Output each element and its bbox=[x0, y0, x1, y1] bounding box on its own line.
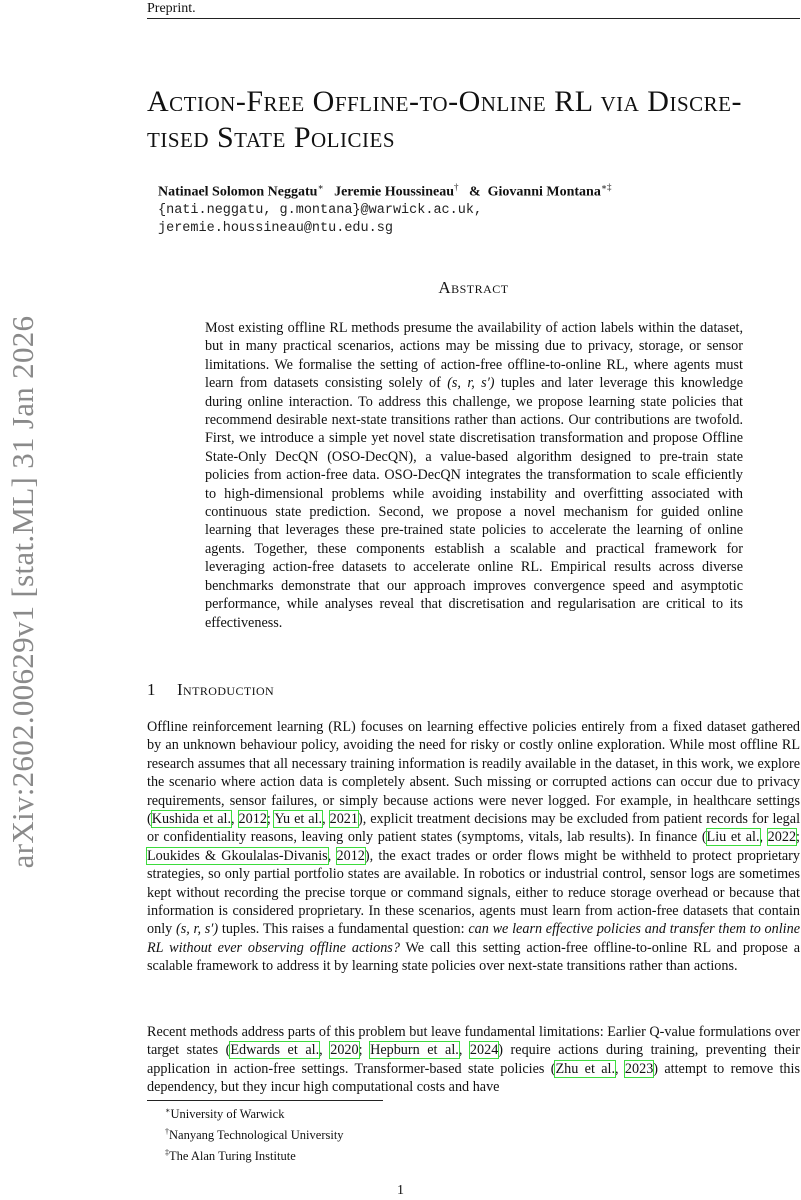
citation-year-link[interactable]: 2024 bbox=[469, 1042, 499, 1059]
citation-link[interactable]: Hepburn et al. bbox=[370, 1042, 459, 1059]
page-number: 1 bbox=[397, 1183, 404, 1198]
footnote-text: University of Warwick bbox=[170, 1107, 285, 1122]
section-heading-introduction bbox=[147, 680, 800, 700]
citation-year-link[interactable]: 2023 bbox=[624, 1060, 654, 1077]
author-names bbox=[158, 178, 798, 202]
paragraph-text: ), the exact trades or order flows might be withheld to protect proprietary strategies, so only partial portfolio states are available. In robotics or industrial control, sensor logs are sometimes kept without recording the precise torque or command signals, either to reduce storage overhead or because that information is considered proprietary. In these scenarios, agents must learn from action-free datasets that contain only bbox=[147, 847, 800, 938]
title-line-2: tised State Policies bbox=[147, 121, 395, 154]
footnote-item bbox=[165, 1123, 765, 1144]
section-title: Introduction bbox=[177, 680, 275, 699]
citation-year-link[interactable]: 2022 bbox=[767, 829, 797, 846]
title-line-1: Action-Free Offline-to-Online RL via Discre- bbox=[147, 85, 742, 118]
paragraph-text: We call this setting action-free offline-to-online RL and propose a scalable framework to address it by learning state policies over next-state transitions rather than actions. bbox=[147, 939, 800, 975]
author-separator: & bbox=[468, 184, 481, 200]
abstract-text-part: tuples and later leverage this knowledge during online interaction. To address this challenge, we propose learning state policies that recommend desirable next-state transitions rather than actions. Our contributions are twofold. First, we introduce a simple yet novel state discretisation transformation and propose Offline State-Only DecQN (OSO-DecQN), a value-based algorithm designed to pre-train state policies from action-free data. OSO-DecQN integrates the transformation to scale efficiently to high-dimensional problems while avoiding instability and overfitting associated with continuous state prediction. Second, we propose a novel mechanism for guided online learning that leverages these pre-trained state policies to accelerate the learning of online agents. Together, these components establish a scalable and practical framework for leveraging action-free datasets to accelerate online RL. Empirical results across diverse benchmarks demonstrate that our approach improves convergence speed and asymptotic performance, while analyses reveal that discretisation and regularisation are critical to its effectiveness. bbox=[205, 375, 743, 631]
citation-link[interactable]: Yu et al. bbox=[274, 811, 323, 828]
footnote-text: Nanyang Technological University bbox=[169, 1128, 344, 1143]
section-number: 1 bbox=[147, 680, 156, 699]
paragraph-text: ) attempt to remove this dependency, but they incur high computational costs and have bbox=[147, 1060, 800, 1096]
math-tuple: (s, r, s′) bbox=[175, 921, 219, 938]
author-affiliation-mark[interactable]: ∗ bbox=[317, 182, 324, 192]
citation-year-link[interactable]: 2021 bbox=[329, 811, 358, 828]
author-name: Giovanni Montana bbox=[487, 184, 601, 200]
citation-year-link[interactable]: 2020 bbox=[330, 1042, 359, 1059]
footnote-text: The Alan Turing Institute bbox=[169, 1149, 296, 1164]
research-question: can we learn effective policies and transfer them to online RL without ever observing offline actions? bbox=[147, 921, 801, 956]
author-block bbox=[158, 178, 798, 238]
math-tuple: (s, r, s′) bbox=[447, 375, 495, 392]
author-emails bbox=[158, 202, 798, 238]
author-name: Jeremie Houssineau bbox=[334, 184, 454, 200]
email-line: jeremie.houssineau@ntu.edu.sg bbox=[158, 220, 393, 236]
paragraph-text: ), explicit treatment decisions may be excluded from patient records for legal or confidentiality reasons, leaving only patient states (symptoms, vitals, lab results). In finance ( bbox=[147, 811, 801, 846]
paragraph-text: Recent methods address parts of this problem but leave fundamental limitations: Earlier Q-value formulations over target states ( bbox=[147, 1024, 800, 1059]
citation-link[interactable]: Liu et al. bbox=[706, 829, 760, 846]
footnote-mark: ∗ bbox=[165, 1106, 171, 1115]
citation-link[interactable]: Loukides & Gkoulalas-Divanis bbox=[147, 847, 328, 864]
paper-title bbox=[147, 84, 797, 156]
author-affiliation-mark[interactable]: ∗‡ bbox=[600, 182, 612, 192]
abstract-text-part: Most existing offline RL methods presume the availability of action labels within the dataset, but in many practical scenarios, actions may be missing due to privacy, storage, or sensor limitations. We formalise the setting of action-free offline-to-online RL, where agents must learn from datasets consisting solely of bbox=[205, 320, 743, 392]
arxiv-identifier-stamp[interactable]: arXiv:2602.00629v1 [stat.ML] 31 Jan 2026 bbox=[5, 315, 40, 869]
footnote-divider bbox=[147, 1100, 383, 1101]
paragraph-text: tuples. This raises a fundamental question: bbox=[218, 921, 469, 938]
abstract-text bbox=[205, 319, 743, 632]
email-line: {nati.neggatu, g.montana}@warwick.ac.uk, bbox=[158, 202, 483, 218]
citation-link[interactable]: Edwards et al. bbox=[230, 1042, 320, 1059]
footnote-item bbox=[165, 1144, 765, 1165]
citation-link[interactable]: Kushida et al. bbox=[151, 811, 232, 828]
citation-year-link[interactable]: 2012 bbox=[238, 811, 267, 828]
citation-year-link[interactable]: 2012 bbox=[336, 847, 365, 864]
intro-paragraph-2: Recent methods address parts of this problem but leave fundamental limitations: Earlier Q-value formulations over target states (Edwards et al., 2020; Hepburn et al., 2024) require actions during training, preventing their application in action-free settings. Transformer-based state policies (Zhu et al., 2023) attempt to remove this dependency, but they incur high computational costs and have bbox=[147, 1024, 800, 1096]
citation-link[interactable]: Zhu et al. bbox=[555, 1060, 616, 1077]
running-header: Preprint. bbox=[147, 0, 800, 19]
paragraph-text: ) require actions during training, preventing their application in action-free settings. Transformer-based state policies ( bbox=[147, 1042, 800, 1077]
footnote-mark: † bbox=[165, 1127, 169, 1137]
paragraph-text: Offline reinforcement learning (RL) focuses on learning effective policies entirely from a fixed dataset gathered by an unknown behaviour policy, avoiding the need for risky or costly online exploration. While most offline RL research assumes that all necessary training information is readily available in the dataset, in this work, we explore the scenario where action data is completely absent. Such missing or corrupted actions can occur due to privacy requirements, sensor failures, or simply because actions were never logged. For example, in healthcare settings ( bbox=[147, 719, 800, 828]
footnote-mark: ‡ bbox=[165, 1148, 169, 1158]
author-name: Natinael Solomon Neggatu bbox=[158, 184, 318, 200]
intro-paragraph-1: Offline reinforcement learning (RL) focuses on learning effective policies entirely from a fixed dataset gathered by an unknown behaviour policy, avoiding the need for risky or costly online exploration. While most offline RL research assumes that all necessary training information is readily available in the dataset, in this work, we explore the scenario where action data is completely absent. Such missing or corrupted actions can occur due to privacy requirements, sensor failures, or simply because actions were never logged. For example, in healthcare settings (Kushida et al., 2012; Yu et al., 2021), explicit treatment decisions may be excluded from patient records for legal or confidentiality reasons, leaving only patient states (symptoms, vitals, lab results). In finance (Liu et al., 2022; Loukides & Gkoulalas-Divanis, 2012), the exact trades or order flows might be withheld to protect proprietary strategies, so only partial portfolio states are available. In robotics or industrial control, sensor logs are sometimes kept without recording the precise torque or command signals, either to reduce storage overhead or because that information is considered proprietary. In these scenarios, agents must learn from action-free datasets that contain only (s, r, s′) tuples. This raises a fundamental question: can we learn effective policies and transfer them to online RL without ever observing offline actions? We call this setting action-free offline-to-online RL and propose a scalable framework to address it by learning state policies over next-state transitions rather than actions. bbox=[147, 719, 801, 975]
footnote-item bbox=[165, 1102, 765, 1123]
footnotes bbox=[165, 1102, 765, 1165]
abstract-heading: Abstract bbox=[438, 278, 509, 297]
author-affiliation-mark[interactable]: † bbox=[453, 182, 459, 192]
